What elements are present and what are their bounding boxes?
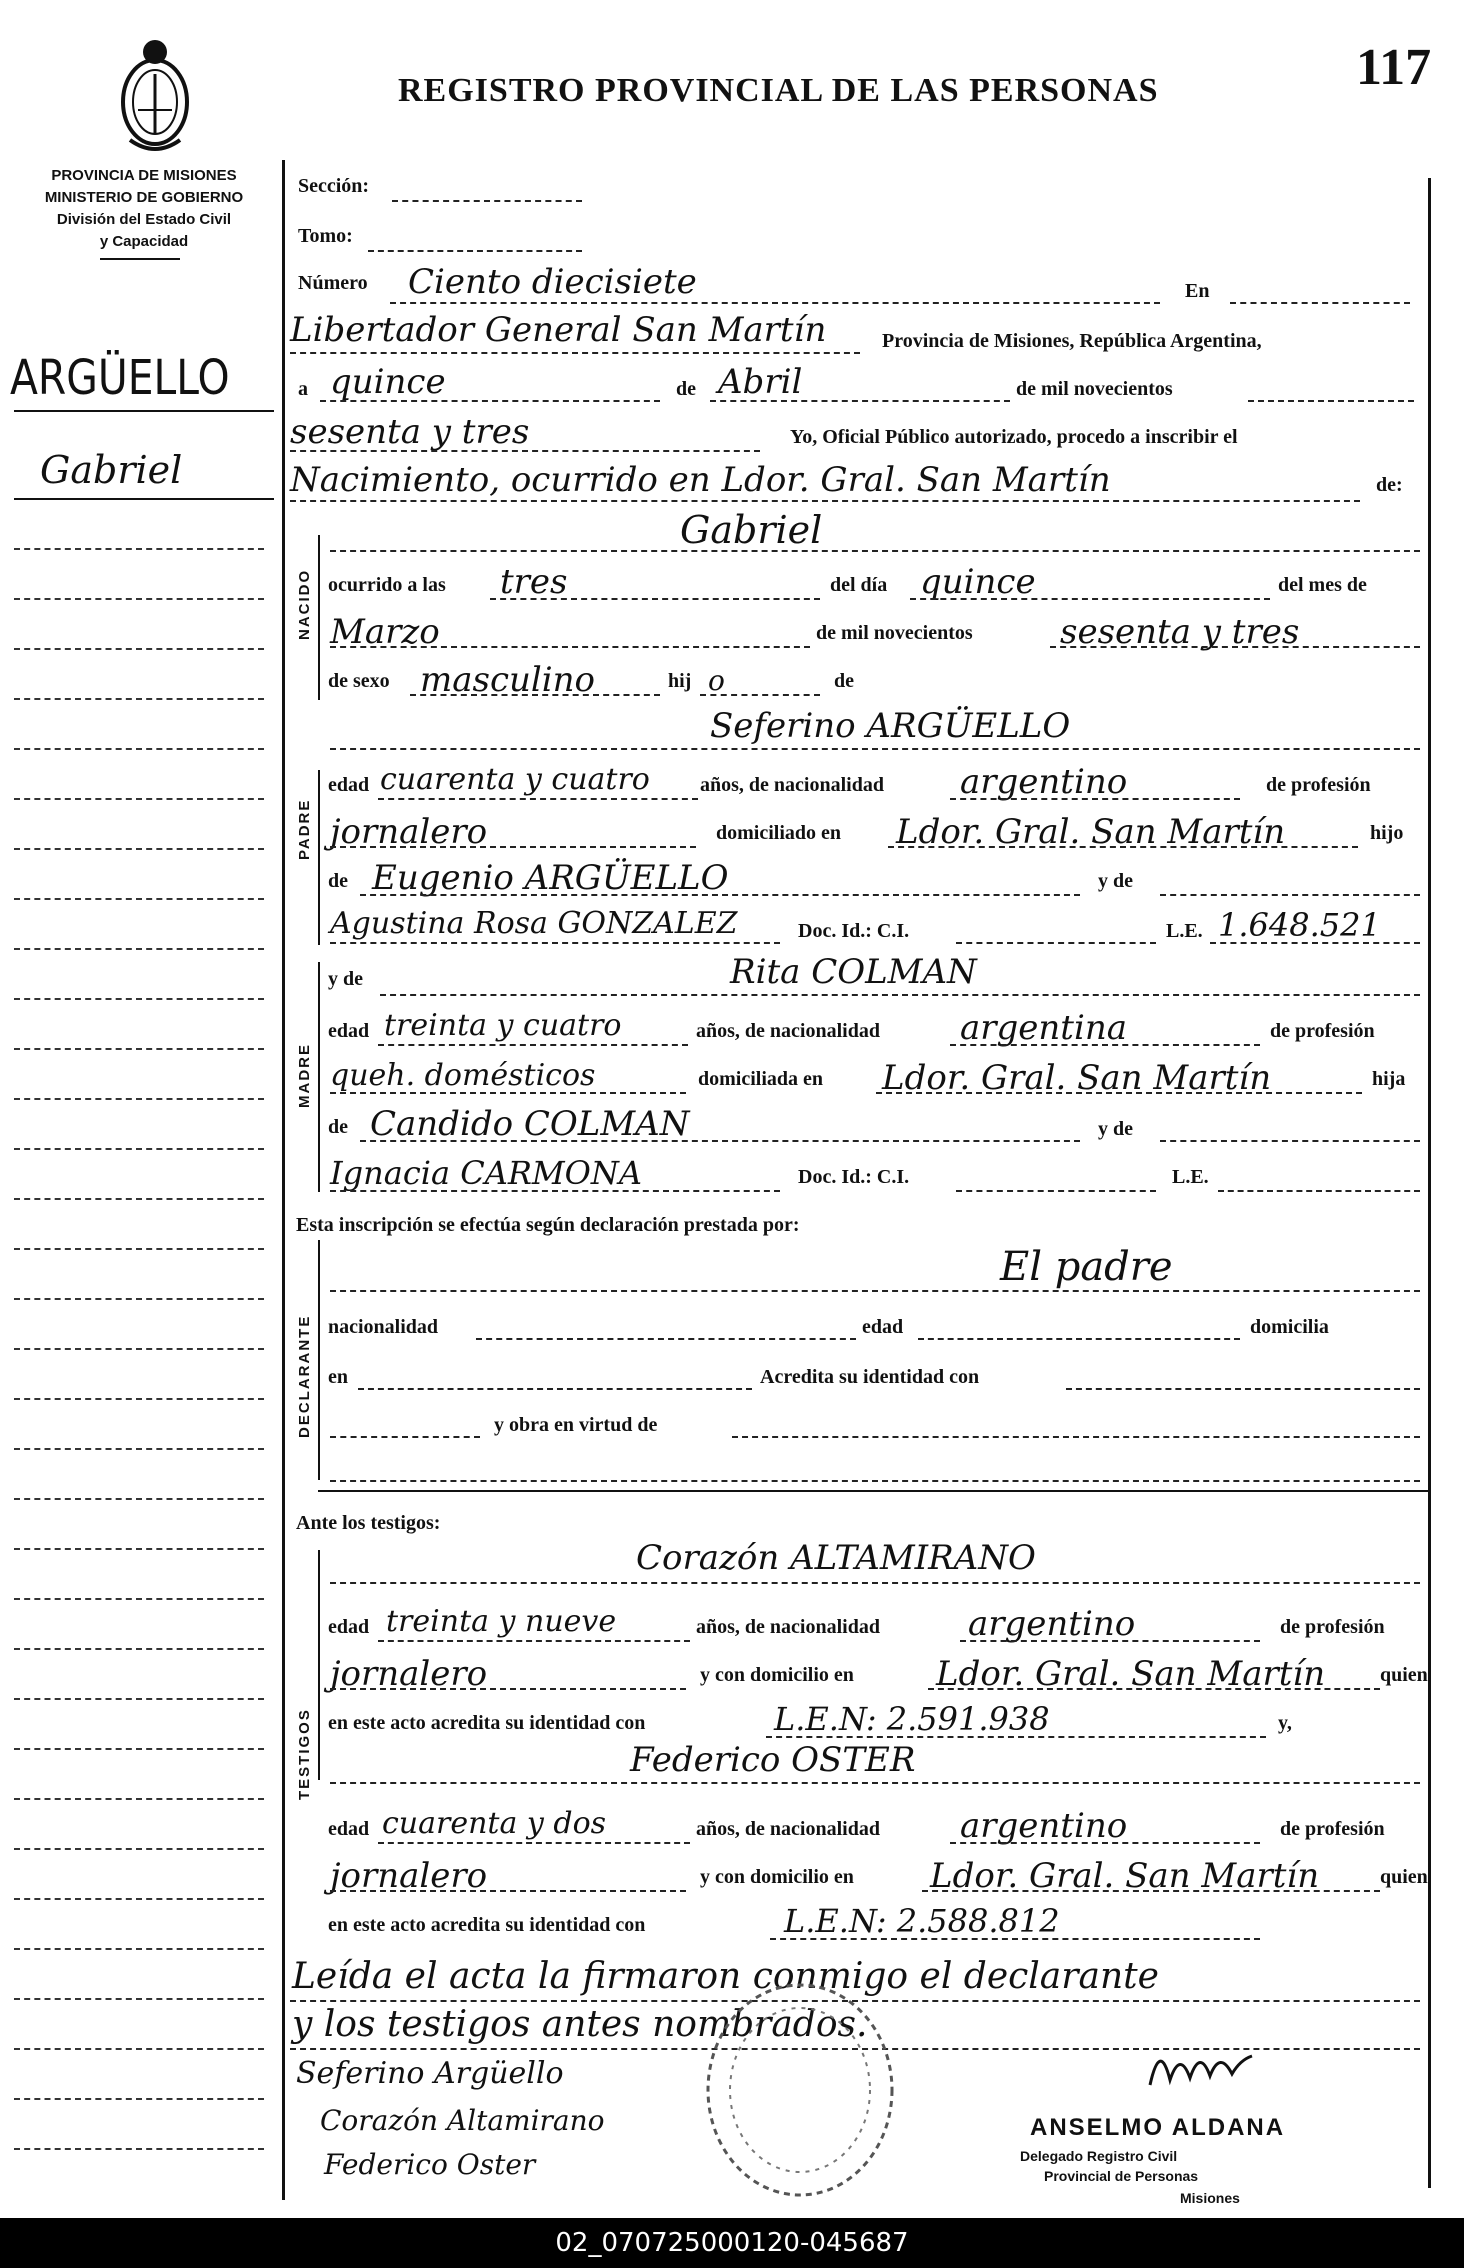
dia-nac-value: quince [920, 562, 1036, 602]
madre-edad-label: edad [328, 1020, 370, 1042]
acto-value: Nacimiento, ocurrido en Ldor. Gral. San Martín [290, 460, 1111, 500]
de-label: de [676, 378, 696, 400]
en-label: En [1185, 280, 1210, 302]
testigo1-quien-label: quien [1380, 1664, 1428, 1686]
mes-nac-value: Marzo [330, 612, 440, 652]
signature-testigo-2: Federico Oster [324, 2148, 536, 2181]
testigo1-nac-label: años, de nacionalidad [696, 1616, 880, 1638]
testigo1-dom: Ldor. Gral. San Martín [936, 1654, 1326, 1694]
page-number: 117 [1356, 39, 1432, 96]
anio-value: sesenta y tres [290, 412, 530, 452]
madre-doc-label: Doc. Id.: C.I. [798, 1166, 910, 1188]
section-label-nacido: NACIDO [296, 568, 313, 640]
testigo1-y-label: y, [1278, 1712, 1292, 1734]
declarante-edad-label: edad [862, 1316, 904, 1338]
mil-novecientos-label: de mil novecientos [1016, 378, 1173, 400]
officer-signature-icon [1140, 2030, 1260, 2100]
testigo1-nac: argentino [968, 1604, 1136, 1644]
section-label-padre: PADRE [296, 798, 313, 860]
padre-edad-value: cuarenta y cuatro [380, 762, 650, 797]
madre-padre-de: Candido COLMAN [370, 1104, 690, 1144]
madre-dom-value: Ldor. Gral. San Martín [882, 1058, 1272, 1098]
padre-prof-value: jornalero [330, 812, 488, 852]
agency-line: MINISTERIO DE GOBIERNO [44, 189, 244, 206]
dia-value: quince [330, 362, 446, 402]
padre-dom-label: domiciliado en [716, 822, 842, 844]
margin-surname: ARGÜELLO [10, 350, 230, 406]
madre-nac-value: argentina [960, 1008, 1128, 1048]
padre-le-value: 1.648.521 [1218, 906, 1381, 944]
testigo2-edad: cuarenta y dos [382, 1806, 607, 1841]
testigo2-dom-label: y con domicilio en [700, 1866, 854, 1888]
closing-line-2: y los testigos antes nombrados. [292, 2004, 868, 2045]
testigo1-edad-label: edad [328, 1616, 370, 1638]
testigo2-nombre: Federico OSTER [630, 1740, 916, 1780]
declarante-intro: Esta inscripción se efectúa según declaración prestada por: [296, 1214, 800, 1236]
testigo1-doc: L.E.N: 2.591.938 [774, 1700, 1050, 1738]
madre-le-label: L.E. [1172, 1166, 1209, 1188]
madre-prof-label: de profesión [1270, 1020, 1375, 1042]
testigo2-prof: jornalero [330, 1856, 488, 1896]
declarante-acredita-label: Acredita su identidad con [760, 1366, 980, 1388]
padre-doc-label: Doc. Id.: C.I. [798, 920, 910, 942]
declarante-en-label: en [328, 1366, 348, 1388]
coat-of-arms-icon [110, 30, 200, 160]
agency-block [14, 165, 274, 253]
padre-nac-label: años, de nacionalidad [700, 774, 884, 796]
sexo-value: masculino [420, 660, 596, 700]
testigo2-prof-label: de profesión [1280, 1818, 1385, 1840]
testigo1-prof: jornalero [330, 1654, 488, 1694]
officer-title-3: Misiones [1180, 2190, 1240, 2206]
lugar-value: Libertador General San Martín [290, 310, 827, 350]
testigo2-quien-label: quien [1380, 1866, 1428, 1888]
de-colon-label: de: [1376, 474, 1403, 496]
provincia-text: Provincia de Misiones, República Argentina, [882, 330, 1262, 352]
madre-madre-de: Ignacia CARMONA [330, 1154, 643, 1192]
padre-le-label: L.E. [1166, 920, 1203, 942]
testigo2-acredita-label: en este acto acredita su identidad con [328, 1914, 646, 1936]
ocurrido-label: ocurrido a las [328, 574, 446, 596]
hora-value: tres [500, 562, 568, 602]
anio-nac-value: sesenta y tres [1060, 612, 1300, 652]
oficial-text: Yo, Oficial Público autorizado, procedo a inscribir el [790, 426, 1238, 448]
declarante-virtud-label: y obra en virtud de [494, 1414, 658, 1436]
de-label-2: de [834, 670, 854, 692]
testigo1-dom-label: y con domicilio en [700, 1664, 854, 1686]
agency-line: PROVINCIA DE MISIONES [51, 167, 237, 184]
testigo2-edad-label: edad [328, 1818, 370, 1840]
padre-madre-de: Agustina Rosa GONZALEZ [330, 906, 738, 941]
section-label-declarante: DECLARANTE [296, 1314, 313, 1438]
testigo1-prof-label: de profesión [1280, 1616, 1385, 1638]
agency-line: División del Estado Civil [56, 211, 232, 228]
section-label-madre: MADRE [296, 1043, 313, 1108]
del-dia-label: del día [830, 574, 888, 596]
madre-nac-label: años, de nacionalidad [696, 1020, 880, 1042]
madre-y-de-label-2: y de [1098, 1118, 1133, 1140]
a-label: a [298, 378, 308, 400]
madre-y-de-label: y de [328, 968, 363, 990]
padre-hijo-label: hijo [1370, 822, 1404, 844]
padre-nac-value: argentino [960, 762, 1128, 802]
madre-dom-label: domiciliada en [698, 1068, 824, 1090]
officer-title-2: Provincial de Personas [1044, 2168, 1199, 2184]
signature-declarante: Seferino Argüello [296, 2056, 564, 2091]
madre-hija-label: hija [1372, 1068, 1406, 1090]
declarante-dom-label: domicilia [1250, 1316, 1329, 1338]
tomo-label: Tomo: [298, 225, 353, 247]
testigo2-dom: Ldor. Gral. San Martín [930, 1856, 1320, 1896]
testigo1-nombre: Corazón ALTAMIRANO [636, 1538, 1036, 1578]
padre-de-label: de [328, 870, 348, 892]
madre-de-label: de [328, 1116, 348, 1138]
testigo2-nac: argentino [960, 1806, 1128, 1846]
officer-name: ANSELMO ALDANA [1030, 2114, 1286, 2141]
image-code-footer: 02_070725000120-045687 [0, 2218, 1464, 2268]
section-label-testigos: TESTIGOS [296, 1708, 313, 1800]
declarante-nombre: El padre [1000, 1244, 1173, 1290]
testigos-intro: Ante los testigos: [296, 1512, 441, 1534]
declarante-nac-label: nacionalidad [328, 1316, 439, 1338]
numero-value: Ciento diecisiete [408, 262, 697, 302]
margin-given-name: Gabriel [40, 448, 183, 492]
hij-label: hij [668, 670, 692, 692]
testigo1-acredita-label: en este acto acredita su identidad con [328, 1712, 646, 1734]
official-seal-icon [700, 1975, 900, 2205]
madre-nombre: Rita COLMAN [730, 952, 977, 992]
padre-y-de-label: y de [1098, 870, 1133, 892]
officer-title-1: Delegado Registro Civil [1020, 2148, 1178, 2164]
madre-edad-value: treinta y cuatro [384, 1008, 622, 1043]
agency-line: y Capacidad [99, 233, 189, 250]
padre-prof-label: de profesión [1266, 774, 1371, 796]
padre-edad-label: edad [328, 774, 370, 796]
numero-label: Número [298, 272, 368, 294]
madre-prof-value: queh. domésticos [330, 1058, 596, 1093]
testigo2-nac-label: años, de nacionalidad [696, 1818, 880, 1840]
seccion-label: Sección: [298, 175, 370, 197]
testigo2-doc: L.E.N: 2.588.812 [784, 1902, 1060, 1940]
closing-line-1: Leída el acta la firmaron conmigo el declarante [292, 1956, 1159, 1997]
padre-dom-value: Ldor. Gral. San Martín [896, 812, 1286, 852]
de-mil-label: de mil novecientos [816, 622, 973, 644]
hij-value: o [708, 664, 725, 697]
sexo-label: de sexo [328, 670, 390, 692]
mes-value: Abril [718, 362, 803, 402]
signature-testigo-1: Corazón Altamirano [320, 2104, 605, 2137]
del-mes-label: del mes de [1278, 574, 1367, 596]
padre-padre-de: Eugenio ARGÜELLO [372, 858, 729, 898]
padre-nombre: Seferino ARGÜELLO [710, 706, 1071, 746]
nacido-nombre: Gabriel [680, 508, 823, 552]
document-title: REGISTRO PROVINCIAL DE LAS PERSONAS [398, 72, 1159, 109]
testigo1-edad: treinta y nueve [386, 1604, 617, 1639]
